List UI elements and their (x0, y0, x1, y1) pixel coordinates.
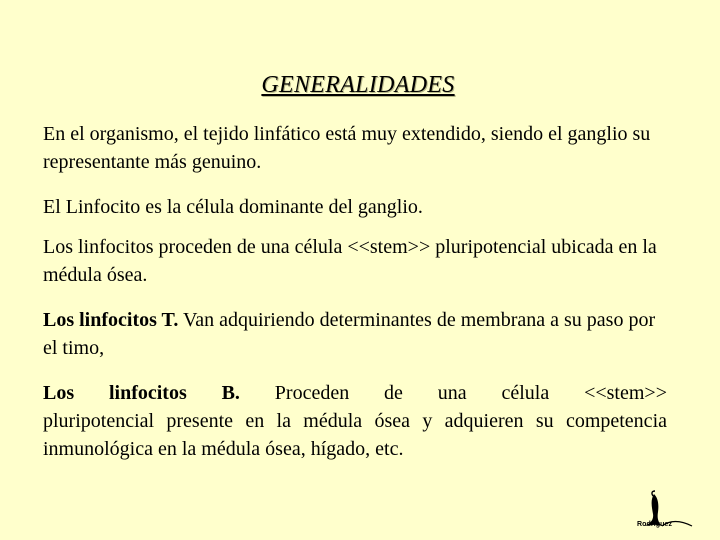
linfocitos-b-first-line (43, 379, 667, 407)
paragraph-stem: Los linfocitos proceden de una célula <<stem>> pluripotencial ubicada en la médula ósea. (43, 236, 657, 286)
paragraph-organismo: En el organismo, el tejido linfático está muy extendido, siendo el ganglio su representante más genuino. (43, 123, 651, 173)
paragraph-linfocitos-b (43, 379, 667, 463)
logo-text: Rodríguez (637, 521, 673, 528)
paragraph-linfocito: El Linfocito es la célula dominante del ganglio. (43, 196, 423, 218)
linfocitos-t-text: Van adquiriendo determinantes de membrana a su paso por el timo, (43, 309, 656, 359)
slide-title: GENERALIDADES (261, 72, 455, 98)
linfocitos-b-text: pluripotencial presente en la médula ósea y adquieren su competencia inmunológica en la médula ósea, hígado, etc. (43, 410, 667, 460)
linfocitos-b-term: Los linfocitos B. (43, 382, 240, 404)
linfocitos-b-text-line1: Proceden de una célula <<stem>> (239, 382, 667, 404)
paragraph-linfocitos-t (43, 306, 667, 362)
linfocitos-t-term: Los linfocitos T. (43, 309, 179, 331)
